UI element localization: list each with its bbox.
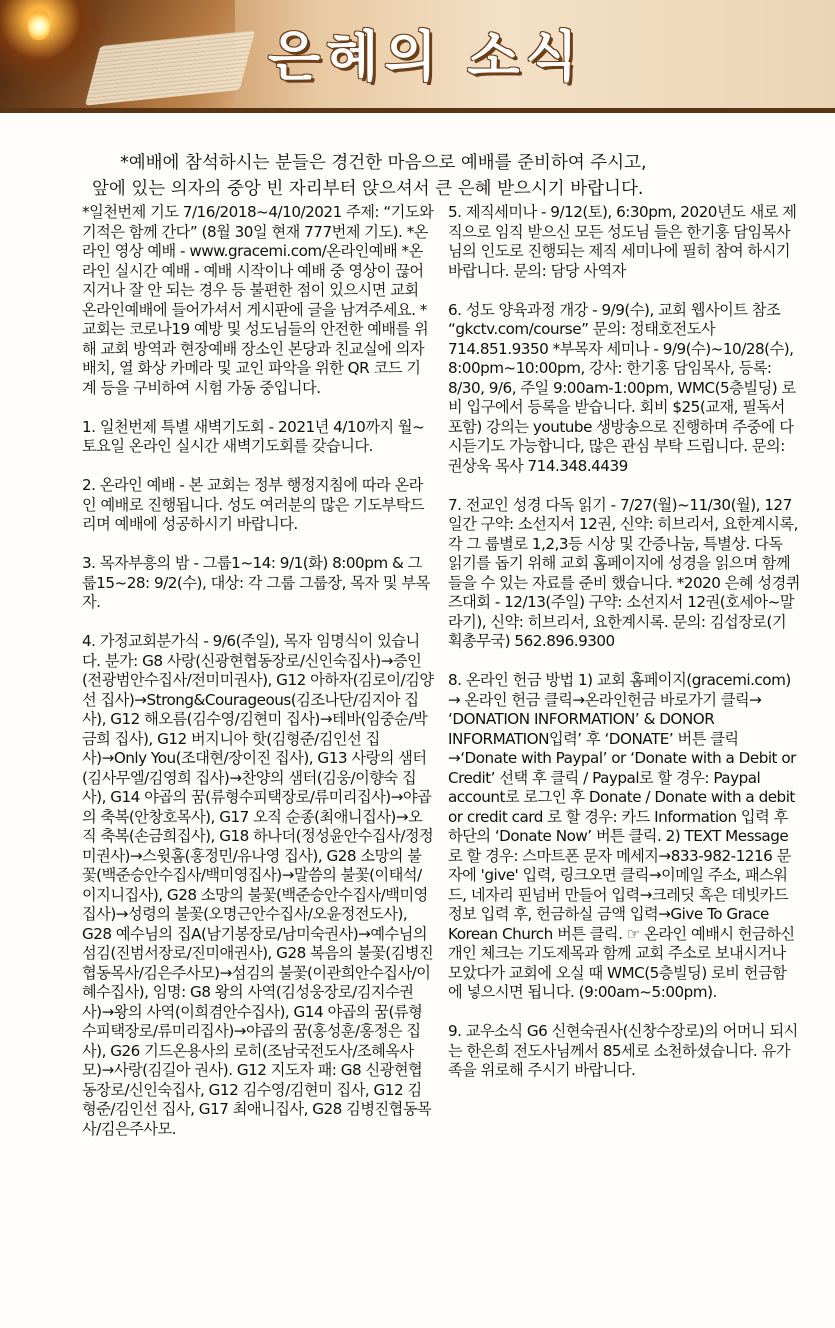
notice-1: 1. 일천번제 특별 새벽기도회 - 2021년 4/10까지 월~토요일 온라인 실시간 새벽기도회를 갖습니다.	[82, 417, 425, 455]
page-title: 은혜의 소식	[268, 24, 584, 88]
open-bible-icon	[85, 30, 255, 105]
notice-8: 8. 온라인 헌금 방법 1) 교회 홈페이지(gracemi.com) → 온라인 헌금 클릭→온라인헌금 바로가기 클릭→ ‘DONATION INFORMATION’ & DONOR INFORMATION입력’ 후 ‘DONATE’ 버튼 클릭→‘Donate with Paypal’ or ‘Donate with a Debit or Credit’ 선택 후 클릭 / Paypal로 할 경우: Paypal account로 로그인 후 Donate / Donate with a debit or credit card 로 할 경우: 카드 Information 입력 후 하단의 ‘Donate Now’ 버튼 클릭. 2) TEXT Message로 할 경우: 스마트폰 문자 메세지→833-982-1216 문자에 'give' 입력, 링크오면 클릭→이메일 주소, 패스워드, 네자리 핀넘버 만들어 입력→크레딧 혹은 데빗카드정보 입력 후, 헌금하실 금액 입력→Give To Grace Korean Church 버튼 클릭. ☞ 온라인 예배시 헌금하신 개인 체크는 기도제목과 함께 교회 주소로 보내시거나 모았다가 교회에 오실 때 WMC(5층빌딩) 로비 헌금함에 넣으시면 됩니다. (9:00am~5:00pm).	[448, 671, 796, 1001]
notice-3: 3. 목자부흥의 밤 - 그룹1~14: 9/1(화) 8:00pm & 그룹15~28: 9/2(수), 대상: 각 그룹 그룹장, 목자 및 부목자.	[82, 554, 430, 611]
notice-4: 4. 가정교회분가식 - 9/6(주일), 목자 임명식이 있습니다. 분가: G8 사랑(신광현협동장로/신인숙집사)→증인(전광범안수집사/전미미권사), G12 아하자(김로이/김양선 집사)→Strong&Courageous(김조나단/김지아 집사), G12 해오름(김수영/김현미 집사)→테바(임중순/박금희 집사), G12 버지니아 핫(김형준/김인선 집사)→Only You(조대현/장이진 집사), G13 사랑의 샘터(김사무엘/김영희 집사)→찬양의 샘터(김웅/이향숙 집사), G14 야곱의 꿈(류형수피택장로/류미리집사)→야곱의 축복(안창호목사), G17 오직 순종(최애니집사)→오직 축복(손금희집사), G18 하나더(정성윤안수집사/정정미권사)→스윗홈(홍정민/유나영 집사), G28 소망의 불꽃(백준승안수집사/백미영집사)→말씀의 불꽃(이태석/이지니집사), G28 소망의 불꽃(백준승안수집사/백미영집사)→성령의 불꽃(오명근안수집사/오윤정전도사), G28 예수님의 집A(남기봉장로/남미숙권사)→예수님의 섬김(진범서장로/진미애권사), G28 복음의 불꽃(김병진협동목사/김은주사모)→섬김의 불꽃(이관희안수집사/이혜수집사), 임명: G8 왕의 사역(김성웅장로/김지수권사)→왕의 사역(이희겸안수집사), G14 야곱의 꿈(류형수피택장로/류미리집사)→야곱의 꿈(홍성훈/홍정은 집사), G26 기드온용사의 로히(조남국전도사/조혜옥사모)→사랑(김길아 권사). G12 지도자 패: G8 신광현협동장로/신인숙집사, G12 김수영/김현미 집사, G12 김형준/김인선 집사, G17 최애니집사, G28 김병진협동목사/김은주사모.	[82, 632, 434, 1138]
notice-7: 7. 전교인 성경 다독 읽기 - 7/27(월)~11/30(월), 127일간 구약: 소선지서 12권, 신약: 히브리서, 요한계시록, 각 그 룹별로 1,2,3등 시상 및 간증나눔, 특별상. 다독 읽기를 돕기 위해 교회 홈페이지에 성경을 읽으며 함께들을 수 있는 자료를 준비 했습니다. *2020 은혜 성경퀴즈대회 - 12/13(주일) 구약: 소선지서 12권(호세아~말라기), 신약: 히브리서, 요한계시록. 문의: 김섭장로(기획총무국) 562.896.9300	[448, 495, 800, 650]
notice-2: 2. 온라인 예배 - 본 교회는 정부 행정지침에 따라 온라인 예배로 진행됩니다. 성도 여러분의 많은 기도부탁드리며 예배에 성공하시기 바랍니다.	[82, 476, 425, 533]
header-banner	[0, 0, 835, 108]
notice-general: *일천번제 기도 7/16/2018~4/10/2021 주제: “기도와 기적은 함께 간다” (8월 30일 현재 777번제 기도). *온라인 영상 예배 - www.gracemi.com/온라인예배 *온라인 실시간 예배 - 예배 시작이나 예배 중 영상이 끊어지거나 잘 안 되는 경우 등 불편한 점이 있으시면 교회 온라인예배에 들어가셔서 게시판에 글을 남겨주세요. *교회는 코로나19 예방 및 성도님들의 안전한 예배를 위해 교회 방역과 현장예배 장소인 본당과 친교실에 의자 배치, 열 화상 카메라 및 교인 파악을 위한 QR 코드 기계 등을 구비하여 시험 가동 중입니다.	[82, 203, 434, 397]
intro-notice	[92, 150, 740, 202]
header-divider	[0, 108, 835, 113]
intro-line: 앞에 있는 의자의 중앙 빈 자리부터 앉으셔서 큰 은혜 받으시기 바랍니다.	[92, 179, 644, 199]
notice-6: 6. 성도 양육과정 개강 - 9/9(수), 교회 웹사이트 참조 “gkctv.com/course” 문의: 정태호전도사 714.851.9350 *부목자 세미나 - 9/9(수)~10/28(수), 8:00pm~10:00pm, 강사: 한기홍 담임목사, 등록: 8/30, 9/6, 주일 9:00am-1:00pm, WMC(5층빌딩) 로비 입구에서 등록을 받습니다. 회비 $25(교재, 필독서 포함) 강의는 youtube 생방송으로 진행하며 주중에 다시듣기도 가능합니다, 많은 관심 부탁 드립니다. 문의: 권상욱 목사 714.348.4439	[448, 300, 796, 475]
notice-5: 5. 제직세미나 - 9/12(토), 6:30pm, 2020년도 새로 제직으로 임직 받으신 모든 성도님 들은 한기홍 담임목사님의 인도로 진행되는 제직 세미나에 필히 참여 하시기 바랍니다. 문의: 담당 사역자	[448, 203, 797, 280]
candle-bible-photo	[0, 0, 235, 108]
right-column	[448, 203, 800, 1100]
candle-flame-icon	[28, 6, 50, 40]
intro-line: *예배에 참석하시는 분들은 경건한 마음으로 예배를 준비하여 주시고,	[120, 153, 647, 173]
notice-9: 9. 교우소식 G6 신현숙권사(신창수장로)의 어머니 되시는 한은희 전도사님께서 85세로 소천하셨습니다. 유가족을 위로해 주시기 바랍니다.	[448, 1022, 798, 1079]
left-column	[82, 203, 434, 1159]
